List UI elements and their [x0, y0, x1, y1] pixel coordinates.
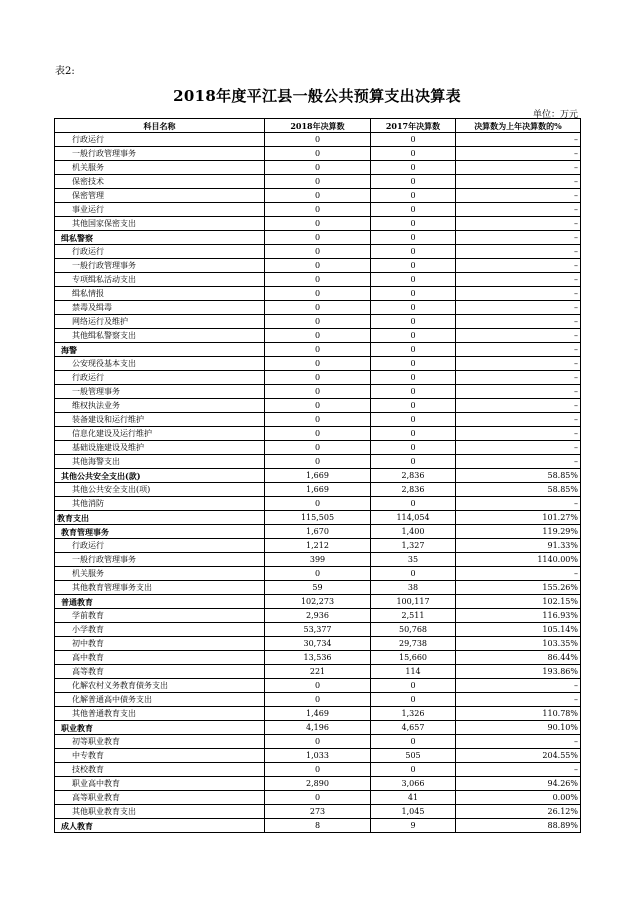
value-2018: 1,469 [265, 707, 371, 721]
value-2018: 0 [265, 259, 371, 273]
value-2017: 0 [371, 161, 456, 175]
subject-name: 小学教育 [55, 623, 265, 637]
table-row [55, 315, 581, 329]
subject-name: 高中教育 [55, 651, 265, 665]
ratio-percent: – [456, 161, 581, 175]
value-2017: 38 [371, 581, 456, 595]
subject-name: 机关服务 [55, 567, 265, 581]
ratio-percent: 102.15% [456, 595, 581, 609]
value-2017: 0 [371, 427, 456, 441]
value-2017: 100,117 [371, 595, 456, 609]
subject-name: 职业高中教育 [55, 777, 265, 791]
table-number-label: 表2: [55, 66, 75, 77]
value-2017: 0 [371, 287, 456, 301]
value-2017: 4,657 [371, 721, 456, 735]
subject-name: 行政运行 [55, 245, 265, 259]
table-row [55, 427, 581, 441]
value-2017: 505 [371, 749, 456, 763]
value-2017: 0 [371, 329, 456, 343]
value-2018: 1,669 [265, 469, 371, 483]
subject-name: 其他普通教育支出 [55, 707, 265, 721]
table-row [55, 791, 581, 805]
value-2018: 1,670 [265, 525, 371, 539]
value-2017: 114 [371, 665, 456, 679]
table-row [55, 259, 581, 273]
subject-name: 职业教育 [55, 721, 265, 735]
value-2017: 0 [371, 203, 456, 217]
ratio-percent: 1140.00% [456, 553, 581, 567]
ratio-percent: – [456, 147, 581, 161]
value-2018: 0 [265, 413, 371, 427]
value-2017: 50,768 [371, 623, 456, 637]
ratio-percent: – [456, 231, 581, 245]
value-2018: 0 [265, 399, 371, 413]
ratio-percent: – [456, 763, 581, 777]
value-2018: 0 [265, 231, 371, 245]
ratio-percent: 116.93% [456, 609, 581, 623]
value-2018: 30,734 [265, 637, 371, 651]
table-row [55, 441, 581, 455]
value-2017: 2,511 [371, 609, 456, 623]
value-2017: 1,327 [371, 539, 456, 553]
value-2018: 273 [265, 805, 371, 819]
table-row [55, 777, 581, 791]
table-row [55, 497, 581, 511]
subject-name: 学前教育 [55, 609, 265, 623]
value-2017: 0 [371, 679, 456, 693]
ratio-percent: 26.12% [456, 805, 581, 819]
page-title: 2018年度平江县一般公共预算支出决算表 [173, 87, 461, 105]
value-2017: 1,045 [371, 805, 456, 819]
ratio-percent: 0.00% [456, 791, 581, 805]
subject-name: 初中教育 [55, 637, 265, 651]
subject-name: 缉私警察 [55, 231, 265, 245]
col-header-ratio: 决算数为上年决算数的% [456, 119, 581, 133]
value-2017: 2,836 [371, 483, 456, 497]
subject-name: 化解普通高中债务支出 [55, 693, 265, 707]
table-row [55, 189, 581, 203]
subject-name: 高等教育 [55, 665, 265, 679]
value-2018: 13,536 [265, 651, 371, 665]
ratio-percent: – [456, 315, 581, 329]
value-2018: 115,505 [265, 511, 371, 525]
value-2018: 0 [265, 441, 371, 455]
table-row [55, 651, 581, 665]
table-row [55, 553, 581, 567]
subject-name: 维权执法业务 [55, 399, 265, 413]
value-2017: 0 [371, 371, 456, 385]
subject-name: 信息化建设及运行维护 [55, 427, 265, 441]
table-row [55, 175, 581, 189]
value-2018: 2,890 [265, 777, 371, 791]
value-2017: 0 [371, 693, 456, 707]
value-2018: 0 [265, 385, 371, 399]
value-2017: 0 [371, 315, 456, 329]
table-row [55, 763, 581, 777]
value-2017: 0 [371, 217, 456, 231]
ratio-percent: – [456, 441, 581, 455]
table-row [55, 455, 581, 469]
subject-name: 其他职业教育支出 [55, 805, 265, 819]
unit-note: 单位：万元 [532, 110, 578, 120]
value-2018: 0 [265, 133, 371, 147]
value-2017: 0 [371, 385, 456, 399]
value-2018: 2,936 [265, 609, 371, 623]
budget-table [54, 118, 581, 833]
ratio-percent: – [456, 245, 581, 259]
table-row [55, 581, 581, 595]
value-2018: 0 [265, 161, 371, 175]
value-2018: 0 [265, 175, 371, 189]
value-2017: 0 [371, 259, 456, 273]
subject-name: 初等职业教育 [55, 735, 265, 749]
table-row [55, 399, 581, 413]
value-2017: 15,660 [371, 651, 456, 665]
value-2018: 1,212 [265, 539, 371, 553]
ratio-percent: 101.27% [456, 511, 581, 525]
table-row [55, 805, 581, 819]
ratio-percent: – [456, 413, 581, 427]
value-2018: 0 [265, 567, 371, 581]
subject-name: 中专教育 [55, 749, 265, 763]
table-body [55, 133, 581, 833]
value-2018: 0 [265, 791, 371, 805]
value-2018: 0 [265, 245, 371, 259]
table-row [55, 637, 581, 651]
ratio-percent: – [456, 371, 581, 385]
table-row [55, 245, 581, 259]
value-2018: 0 [265, 763, 371, 777]
table-row [55, 301, 581, 315]
table-row [55, 693, 581, 707]
subject-name: 基础设施建设及维护 [55, 441, 265, 455]
ratio-percent: – [456, 287, 581, 301]
value-2018: 0 [265, 189, 371, 203]
table-row [55, 147, 581, 161]
value-2017: 0 [371, 567, 456, 581]
subject-name: 其他国家保密支出 [55, 217, 265, 231]
value-2017: 0 [371, 357, 456, 371]
table-row [55, 329, 581, 343]
value-2018: 4,196 [265, 721, 371, 735]
subject-name: 教育管理事务 [55, 525, 265, 539]
subject-name: 其他公共安全支出(项) [55, 483, 265, 497]
ratio-percent: – [456, 385, 581, 399]
value-2018: 0 [265, 147, 371, 161]
table-row [55, 525, 581, 539]
value-2017: 0 [371, 441, 456, 455]
value-2017: 0 [371, 133, 456, 147]
ratio-percent: – [456, 259, 581, 273]
value-2017: 0 [371, 455, 456, 469]
value-2017: 29,738 [371, 637, 456, 651]
ratio-percent: 119.29% [456, 525, 581, 539]
table-row [55, 231, 581, 245]
ratio-percent: – [456, 497, 581, 511]
table-row [55, 707, 581, 721]
subject-name: 化解农村义务教育债务支出 [55, 679, 265, 693]
value-2018: 0 [265, 679, 371, 693]
subject-name: 海警 [55, 343, 265, 357]
table-row [55, 343, 581, 357]
value-2018: 0 [265, 455, 371, 469]
subject-name: 公安现役基本支出 [55, 357, 265, 371]
table-row [55, 385, 581, 399]
col-header-2017: 2017年决算数 [371, 119, 456, 133]
subject-name: 高等职业教育 [55, 791, 265, 805]
table-row [55, 539, 581, 553]
value-2018: 0 [265, 217, 371, 231]
ratio-percent: 103.35% [456, 637, 581, 651]
value-2018: 0 [265, 497, 371, 511]
subject-name: 保密技术 [55, 175, 265, 189]
table-row [55, 133, 581, 147]
value-2018: 0 [265, 203, 371, 217]
value-2017: 1,400 [371, 525, 456, 539]
value-2017: 0 [371, 189, 456, 203]
ratio-percent: – [456, 735, 581, 749]
value-2017: 0 [371, 343, 456, 357]
subject-name: 其他教育管理事务支出 [55, 581, 265, 595]
value-2017: 0 [371, 301, 456, 315]
ratio-percent: – [456, 175, 581, 189]
value-2017: 0 [371, 273, 456, 287]
value-2017: 0 [371, 763, 456, 777]
subject-name: 专项缉私活动支出 [55, 273, 265, 287]
ratio-percent: 88.89% [456, 819, 581, 833]
value-2018: 59 [265, 581, 371, 595]
subject-name: 一般行政管理事务 [55, 147, 265, 161]
value-2017: 3,066 [371, 777, 456, 791]
col-header-2018: 2018年决算数 [265, 119, 371, 133]
table-row [55, 469, 581, 483]
value-2018: 0 [265, 371, 371, 385]
subject-name: 行政运行 [55, 539, 265, 553]
value-2017: 0 [371, 245, 456, 259]
table-row [55, 595, 581, 609]
subject-name: 一般行政管理事务 [55, 259, 265, 273]
value-2017: 0 [371, 399, 456, 413]
value-2017: 0 [371, 147, 456, 161]
table-row [55, 511, 581, 525]
value-2017: 0 [371, 497, 456, 511]
table-row [55, 665, 581, 679]
ratio-percent: – [456, 357, 581, 371]
table-row [55, 819, 581, 833]
value-2018: 399 [265, 553, 371, 567]
subject-name: 事业运行 [55, 203, 265, 217]
col-header-subject: 科目名称 [55, 119, 265, 133]
table-row [55, 749, 581, 763]
ratio-percent: – [456, 189, 581, 203]
table-row [55, 721, 581, 735]
subject-name: 其他海警支出 [55, 455, 265, 469]
value-2018: 0 [265, 735, 371, 749]
value-2018: 0 [265, 273, 371, 287]
subject-name: 网络运行及维护 [55, 315, 265, 329]
value-2018: 1,033 [265, 749, 371, 763]
value-2018: 102,273 [265, 595, 371, 609]
value-2018: 221 [265, 665, 371, 679]
value-2017: 41 [371, 791, 456, 805]
table-row [55, 287, 581, 301]
ratio-percent: – [456, 679, 581, 693]
ratio-percent: 110.78% [456, 707, 581, 721]
value-2018: 0 [265, 427, 371, 441]
subject-name: 机关服务 [55, 161, 265, 175]
value-2018: 0 [265, 693, 371, 707]
value-2018: 0 [265, 343, 371, 357]
ratio-percent: 204.55% [456, 749, 581, 763]
table-row [55, 273, 581, 287]
table-row [55, 413, 581, 427]
value-2017: 0 [371, 231, 456, 245]
table-row [55, 609, 581, 623]
table-row [55, 161, 581, 175]
ratio-percent: 105.14% [456, 623, 581, 637]
ratio-percent: – [456, 399, 581, 413]
value-2018: 0 [265, 315, 371, 329]
subject-name: 装备建设和运行维护 [55, 413, 265, 427]
ratio-percent: – [456, 329, 581, 343]
value-2017: 0 [371, 735, 456, 749]
subject-name: 缉私情报 [55, 287, 265, 301]
header-row [55, 119, 581, 133]
ratio-percent: 94.26% [456, 777, 581, 791]
ratio-percent: – [456, 133, 581, 147]
subject-name: 一般管理事务 [55, 385, 265, 399]
ratio-percent: 90.10% [456, 721, 581, 735]
ratio-percent: 91.33% [456, 539, 581, 553]
subject-name: 一般行政管理事务 [55, 553, 265, 567]
subject-name: 其他公共安全支出(款) [55, 469, 265, 483]
value-2018: 0 [265, 357, 371, 371]
subject-name: 行政运行 [55, 133, 265, 147]
ratio-percent: – [456, 427, 581, 441]
table-row [55, 679, 581, 693]
subject-name: 普通教育 [55, 595, 265, 609]
value-2018: 0 [265, 301, 371, 315]
value-2018: 8 [265, 819, 371, 833]
ratio-percent: 58.85% [456, 469, 581, 483]
value-2017: 0 [371, 413, 456, 427]
table-row [55, 371, 581, 385]
value-2018: 1,669 [265, 483, 371, 497]
ratio-percent: – [456, 343, 581, 357]
ratio-percent: – [456, 301, 581, 315]
table-row [55, 735, 581, 749]
table-row [55, 357, 581, 371]
subject-name: 行政运行 [55, 371, 265, 385]
table-row [55, 567, 581, 581]
table-row [55, 623, 581, 637]
value-2018: 0 [265, 287, 371, 301]
subject-name: 成人教育 [55, 819, 265, 833]
table-header [55, 119, 581, 133]
ratio-percent: – [456, 567, 581, 581]
ratio-percent: – [456, 203, 581, 217]
ratio-percent: 193.86% [456, 665, 581, 679]
ratio-percent: 155.26% [456, 581, 581, 595]
value-2017: 114,054 [371, 511, 456, 525]
table-row [55, 217, 581, 231]
ratio-percent: – [456, 217, 581, 231]
subject-name: 其他消防 [55, 497, 265, 511]
subject-name: 其他缉私警察支出 [55, 329, 265, 343]
subject-name: 保密管理 [55, 189, 265, 203]
value-2017: 2,836 [371, 469, 456, 483]
table-row [55, 483, 581, 497]
value-2018: 0 [265, 329, 371, 343]
ratio-percent: – [456, 455, 581, 469]
value-2017: 1,326 [371, 707, 456, 721]
value-2017: 9 [371, 819, 456, 833]
ratio-percent: – [456, 693, 581, 707]
value-2018: 53,377 [265, 623, 371, 637]
ratio-percent: 58.85% [456, 483, 581, 497]
value-2017: 0 [371, 175, 456, 189]
value-2017: 35 [371, 553, 456, 567]
subject-name: 禁毒及缉毒 [55, 301, 265, 315]
table-row [55, 203, 581, 217]
subject-name: 教育支出 [55, 511, 265, 525]
subject-name: 技校教育 [55, 763, 265, 777]
ratio-percent: 86.44% [456, 651, 581, 665]
ratio-percent: – [456, 273, 581, 287]
